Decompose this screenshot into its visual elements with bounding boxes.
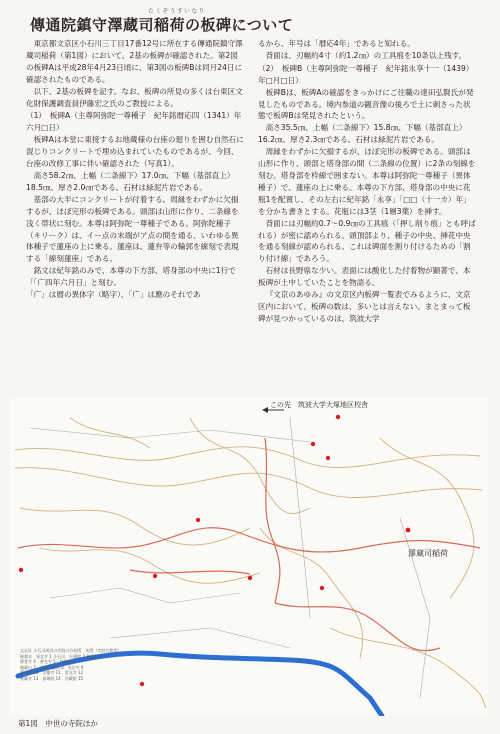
site-dot (326, 456, 330, 460)
site-dot (153, 574, 157, 578)
legend-line: 無量山 7 澤蔵司稲荷 8 光岳寺 9 (20, 664, 84, 670)
site-dot (19, 568, 23, 572)
section-heading: （1） 板碑A（主尊阿弥陀一尊種子 紀年銘暦応四（1341）年六月□日） (26, 111, 242, 133)
site-dot (196, 518, 200, 522)
map-legend (20, 648, 220, 682)
title-ruby: たくぞうすいなり (148, 8, 206, 15)
title-text: 傳通院鎮守澤蔵司稲荷の板碑について (30, 16, 294, 34)
paragraph: るから、年号は「暦応4年」であると知れる。 (258, 39, 415, 48)
paragraph: 『文京のあゆみ』の文京区内板碑一覧表でみるように、文京区内において、板碑の数は、多いとは言えない。まとまって板碑が見つかっているのは、筑波大学 (258, 290, 471, 323)
destination-label: この先 筑波大学大塚地区校舎 (270, 401, 368, 409)
paragraph: 以下、2基の板碑を記す。なお、板碑の所見の多くは台東区文化財保護調査員伊藤宏之氏のご教授による。 (26, 86, 243, 108)
section-heading: （2） 板碑B（主尊阿弥陀一尊種子 紀年銘永享十一（1439）年□月□日） (258, 63, 474, 85)
paragraph: 背面は、刃幅約4寸（約1.2㎝）の工具痕を10条以上残す。 (265, 50, 467, 60)
paragraph: 高さ35.5㎝、上幅（二条線下）15.8㎝、下幅（基部直上）16.2㎝、厚さ2.3㎝である。石材は緑泥片岩である。 (258, 123, 467, 145)
left-column (26, 38, 244, 301)
figure-caption: 第1図 中世の寺院ほか (18, 719, 98, 728)
paragraph: 背面には刃幅約0.7〜0.9㎝の工具痕（「押し削り痕」とも呼ばれる）が密に認められる。頭頂部より、種子の中央、挿花中央を通る刻線が認められる。これは碑面を割り付けるための「割り付け線」であろう。 (258, 218, 476, 264)
legend-line: 極楽水 専念寺 1 小石川 伝通院 2 慈照院 3 (20, 653, 102, 659)
paragraph: 板碑Aは本堂に東接するお地蔵様の台座の廻りを囲む自然石に混じりコンクリートで埋め込まれていたものであるが、今回、台座の改修工事に伴い確認された（写真1）。 (26, 135, 244, 169)
paragraph: 東京都文京区小石川三丁目17番12号に所在する傳通院鎮守澤蔵司稲荷（第1図）において、2基の板碑が確認された。第2図の板碑Aは平成28年4月23日頃に、第3図の板碑Bは同月24日に確認されたものである。 (26, 39, 243, 84)
legend-line: 文京区 小石川周辺の寺院の分布図 凡例（寺院名称等） (20, 648, 122, 653)
article-title (30, 8, 470, 34)
site-dot (140, 682, 144, 686)
legend-line: 善雄寺 13 真珠院 14 法蔵院 15 (20, 675, 84, 681)
right-column (258, 38, 476, 325)
paragraph: 銘文は紀年銘のみで、本尊の下方部、塔身部の中央に1行で「「广四年六月日」と刻む。 (26, 266, 236, 288)
paragraph: 周縁をわずかに欠損するが、ほぼ完形の板碑である。頭部は山形に作り、頭部と塔身部の間（二条線の位置）に2条の刻線を刻む。塔身部を枠線で囲まない。本尊は阿弥陀一尊種子（異体種子）で、蓮座の上に乗る。本尊の下方部、塔身部の中央に花瓶1を配置し、その左右に紀年銘「永享」「□□（十一カ）年」を分かち書きとする。花瓶には3茎（1層3葉）を挿す。 (258, 147, 476, 216)
paragraph: 高さ58.2㎝、上幅（二条線下）17.0㎝、下幅（基部直上）18.5㎝、厚さ2.0㎝である。石材は緑泥片岩である。 (26, 170, 235, 192)
paragraph: 板碑Bは、板碑Aの確認をきっかけにご住職の達田弘賢氏が発見したものである。境内参道の観音像の後ろで土に刺さった状態で板碑Bは発見されたという。 (258, 87, 474, 121)
paragraph: 石材は長野県な少い。表面には酸化した付着物が顕著で、本板碑が土中していたことを物語る。 (258, 266, 471, 288)
shrine-label: 澤蔵司稲荷 (408, 549, 448, 558)
paragraph: 基部の大半にコンクリートが付着する。周縁をわずかに欠損するが、ほぼ完形の板碑である。頭部は山形に作り、二条線を浅く帯状に刻む。本尊は阿弥陀一尊種子である。阿弥陀種子（キリーク）は、イー点の末端がア点の間を通る、いわゆる異体種子で蓮座の上に乗る。蓮座は、蓮弁等の輪郭を線刻で表現する「線刻蓮座」である。 (26, 194, 239, 264)
paragraph: 「广」は暦の異体字（略字）、「广」は應のそれであ (26, 290, 201, 300)
site-dot (320, 586, 324, 590)
site-dot (311, 442, 315, 446)
site-dot (336, 415, 340, 419)
site-dot (248, 576, 252, 580)
legend-line: 傳通院 10 宗慶寺 11 常光寺 12 (20, 670, 84, 676)
shrine-dot (406, 528, 411, 533)
legend-line: 源覚寺 4 善光寺 5 福聚院 6 (20, 659, 76, 665)
